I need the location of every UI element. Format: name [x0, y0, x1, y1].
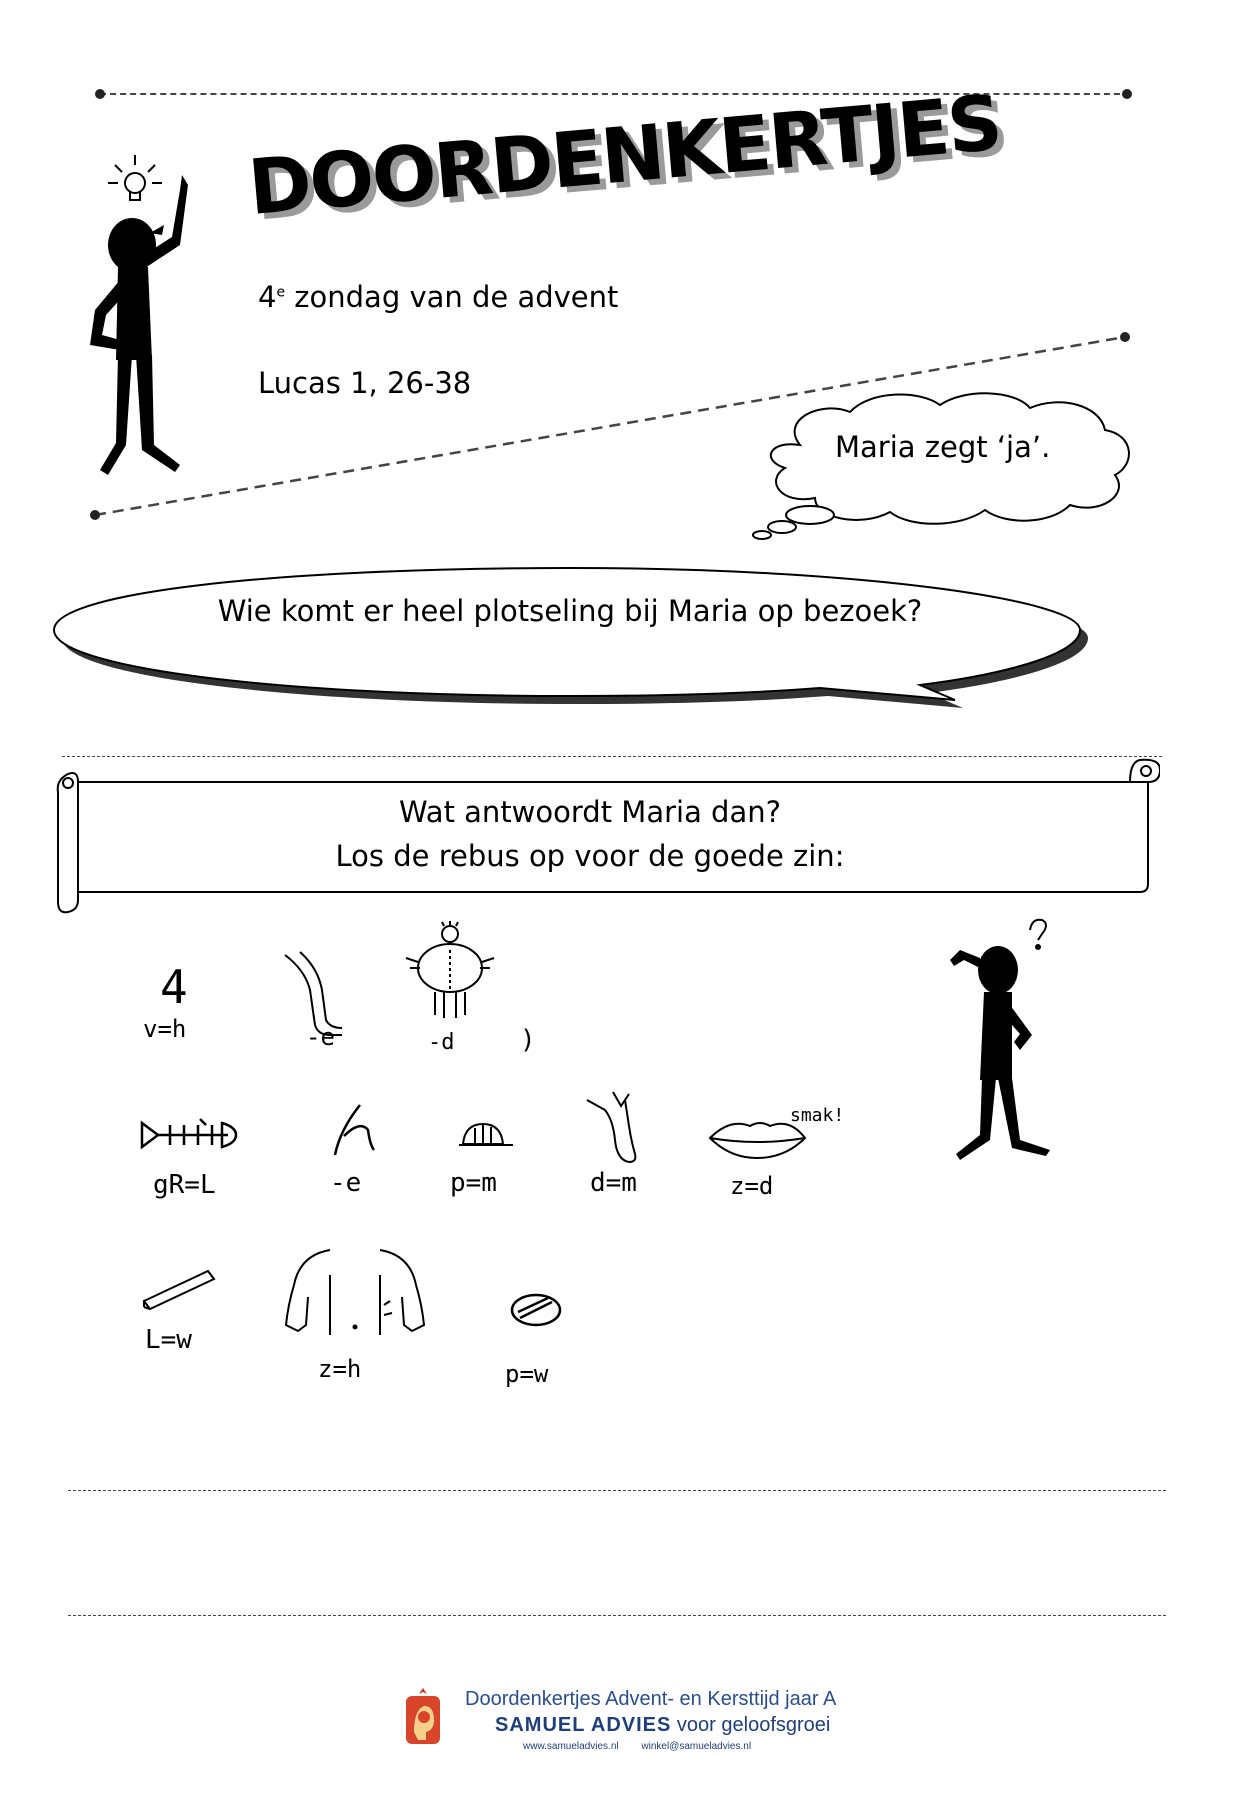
- answer-line-1: [68, 1490, 1166, 1491]
- rebus-label: -e: [306, 1023, 335, 1051]
- subtitle-rest: zondag van de advent: [285, 280, 619, 314]
- fat-person-icon: [400, 920, 500, 1040]
- subtitle-superscript: e: [276, 284, 286, 301]
- answer-line-2: [68, 1615, 1166, 1616]
- footer-brand-name: SAMUEL ADVIES: [495, 1714, 672, 1736]
- rebus-label: v=h: [143, 1015, 187, 1043]
- scroll-instructions: [70, 790, 1110, 878]
- torso-icon: [280, 1245, 430, 1345]
- rebus-label: z=d: [730, 1172, 774, 1200]
- speech-bubble-question: Wie komt er heel plotseling bij Maria op bezoek?: [217, 594, 923, 628]
- rebus-label: z=h: [318, 1355, 362, 1383]
- footer-title: Doordenkertjes Advent- en Kersttijd jaar A: [465, 1688, 837, 1710]
- speech-bubble-icon: [40, 550, 1100, 710]
- footer-email[interactable]: winkel@samueladvies.nl: [641, 1741, 752, 1752]
- rebus-label: gR=L: [153, 1170, 216, 1200]
- rebus-label: -d: [428, 1030, 455, 1055]
- divider-dot-left: [95, 89, 105, 99]
- rebus-label: p=m: [450, 1168, 497, 1198]
- rebus-label: -e: [330, 1168, 362, 1198]
- confused-figure-icon: [940, 910, 1070, 1180]
- samuel-advies-logo-icon: [400, 1686, 446, 1748]
- footer-brand: [495, 1714, 830, 1737]
- rebus-label: L=w: [145, 1325, 192, 1355]
- divider-dot-right: [1122, 89, 1132, 99]
- bible-reading: Lucas 1, 26-38: [258, 366, 472, 400]
- thought-cloud-icon: [740, 390, 1140, 540]
- page-title: DOORDENKERTJES: [244, 77, 1004, 233]
- rebus-comma: ): [520, 1025, 536, 1055]
- pill-icon: [508, 1290, 564, 1330]
- footer-website[interactable]: www.samueladvies.nl: [523, 1741, 619, 1752]
- rebus-label: d=m: [590, 1168, 637, 1198]
- scroll-line-2: Los de rebus op voor de goede zin:: [335, 839, 845, 873]
- thought-cloud-text: Maria zegt ‘ja’.: [835, 430, 1051, 464]
- fishbone-icon: [140, 1115, 240, 1155]
- scroll-line-1: Wat antwoordt Maria dan?: [398, 795, 782, 829]
- subtitle: [258, 280, 618, 314]
- rebus-smak-label: smak!: [790, 1105, 845, 1126]
- ruler-icon: [140, 1265, 220, 1315]
- subtitle-number: 4: [258, 280, 277, 314]
- foot-icon: [585, 1090, 645, 1170]
- rebus-label: p=w: [505, 1360, 549, 1388]
- letter-h-icon: [330, 1100, 380, 1160]
- footer-contact: [523, 1741, 771, 1752]
- footer-brand-tail: voor geloofsgroei: [671, 1714, 831, 1736]
- cap-icon: [455, 1120, 515, 1150]
- rebus-number-four: 4: [160, 960, 188, 1014]
